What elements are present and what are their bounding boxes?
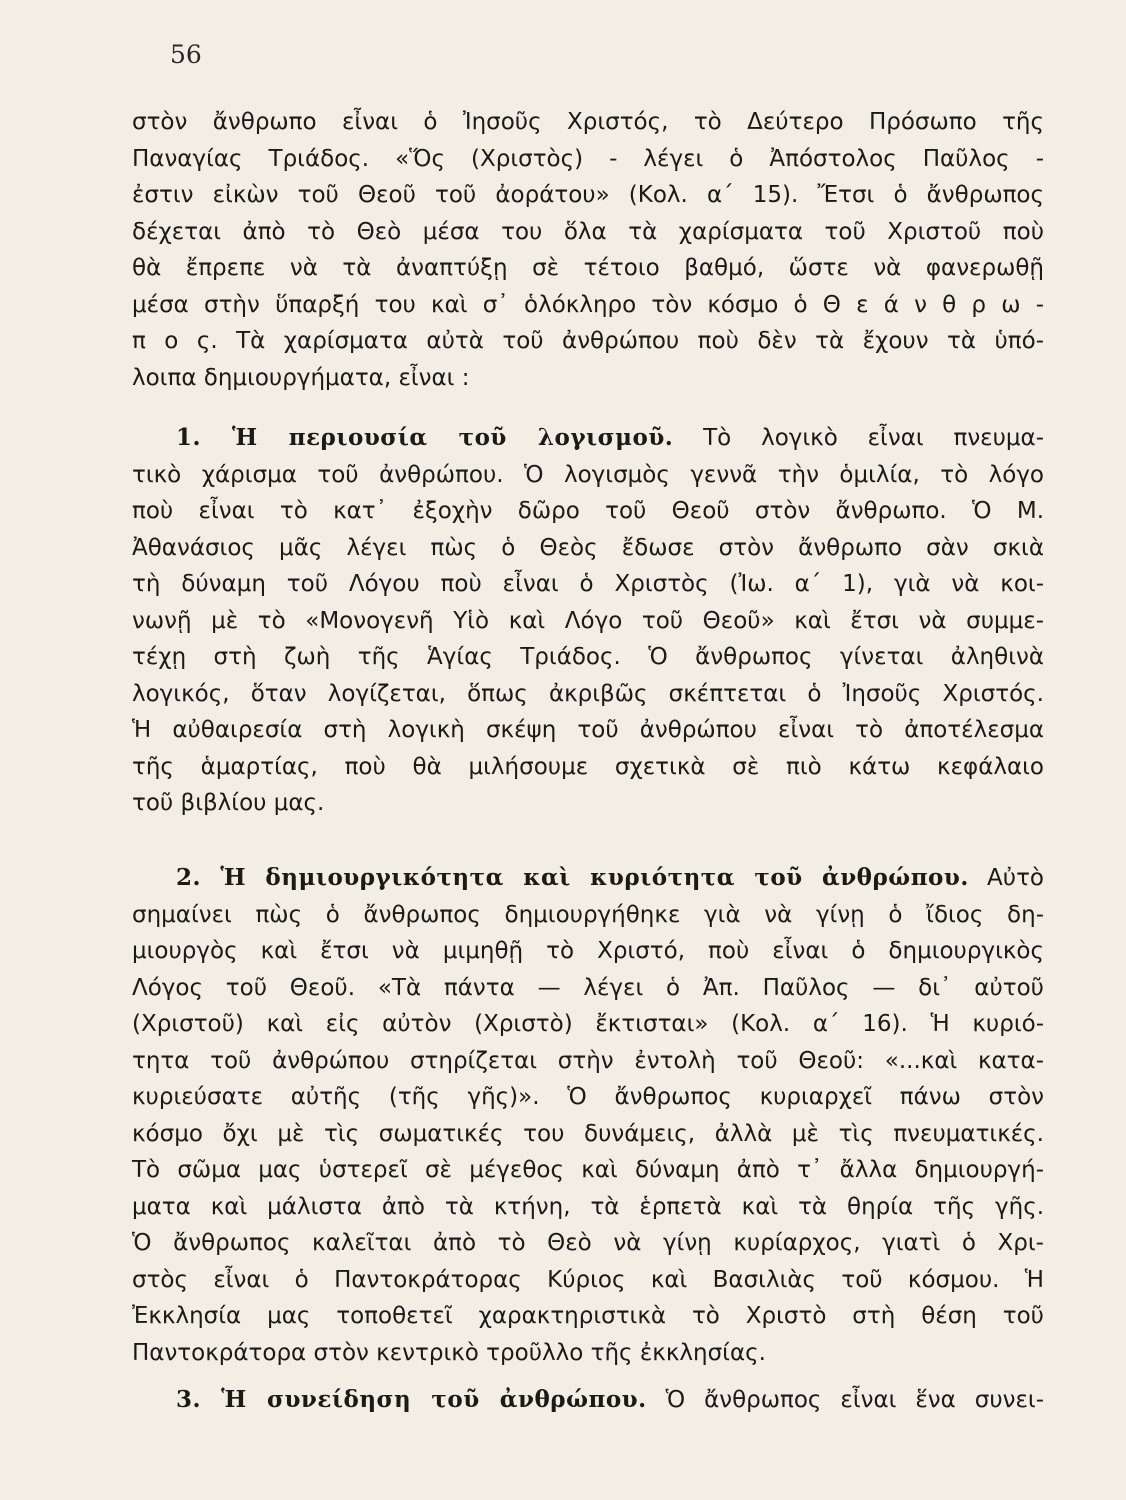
text-line: Ἡ αὐθαιρεσία στὴ λογικὴ σκέψη τοῦ ἀνθρώπου εἶναι τὸ ἀποτέλεσμα: [132, 717, 1044, 743]
text-line: Παναγίας Τριάδος. «Ὅς (Χριστὸς) - λέγει ὁ Ἀπόστολος Παῦλος -: [132, 145, 1044, 172]
text-line: ποὺ εἶναι τὸ κατ᾽ ἐξοχὴν δῶρο τοῦ Θεοῦ στὸν ἄνθρωπο. Ὁ Μ.: [132, 498, 1044, 524]
section-2: [132, 860, 1044, 1371]
text-line: θὰ ἔπρεπε νὰ τὰ ἀναπτύξῃ σὲ τέτοιο βαθμό, ὥστε νὰ φανερωθῇ: [132, 255, 1044, 281]
section-first-line: [132, 860, 1044, 897]
section-heading: 3. Ἡ συνείδηση τοῦ ἀνθρώπου.: [176, 1386, 647, 1413]
text-line: Ὁ ἄνθρωπος καλεῖται ἀπὸ τὸ Θεὸ νὰ γίνῃ κυρίαρχος, γιατὶ ὁ Χρι-: [132, 1230, 1044, 1256]
section-heading: 2. Ἡ δημιουργικότητα καὶ κυριότητα τοῦ ἀνθρώπου.: [176, 864, 969, 891]
text-line: τὴ δύναμη τοῦ Λόγου ποὺ εἶναι ὁ Χριστὸς (Ἰω. α΄ 1), γιὰ νὰ κοι-: [132, 571, 1044, 597]
section-first-line: [132, 1382, 1044, 1419]
text-line: σημαίνει πὼς ὁ ἄνθρωπος δημιουργήθηκε γιὰ νὰ γίνῃ ὁ ἴδιος δη-: [132, 901, 1044, 928]
text-line: στὸν ἄνθρωπο εἶναι ὁ Ἰησοῦς Χριστός, τὸ Δεύτερο Πρόσωπο τῆς: [132, 109, 1044, 135]
section-text: Αὐτὸ: [968, 865, 1045, 891]
text-line: λογικός, ὅταν λογίζεται, ὅπως ἀκριβῶς σκέπτεται ὁ Ἰησοῦς Χριστός.: [132, 680, 1044, 707]
section-first-line: [132, 420, 1044, 457]
paragraph-intro: [132, 104, 1044, 396]
text-line: λοιπα δημιουργήματα, εἶναι :: [132, 364, 470, 391]
section-3: [132, 1382, 1044, 1419]
section-1: [132, 420, 1044, 822]
text-line: ἐστιν εἰκὼν τοῦ Θεοῦ τοῦ ἀοράτου» (Κολ. α΄ 15). Ἔτσι ὁ ἄνθρωπος: [132, 182, 1044, 208]
text-line: τοῦ βιβλίου μας.: [132, 790, 325, 816]
section-heading: 1. Ἡ περιουσία τοῦ λογισμοῦ.: [176, 424, 674, 451]
text-line: τικὸ χάρισμα τοῦ ἀνθρώπου. Ὁ λογισμὸς γεννᾶ τὴν ὁμιλία, τὸ λόγο: [132, 461, 1044, 488]
text-line: τέχῃ στὴ ζωὴ τῆς Ἁγίας Τριάδος. Ὁ ἄνθρωπος γίνεται ἀληθινὰ: [132, 644, 1044, 670]
text-line: Λόγος τοῦ Θεοῦ. «Τὰ πάντα — λέγει ὁ Ἀπ. Παῦλος — δι᾽ αὐτοῦ: [132, 974, 1044, 1001]
text-line: (Χριστοῦ) καὶ εἰς αὐτὸν (Χριστὸ) ἔκτισται» (Κολ. α΄ 16). Ἡ κυριό-: [132, 1011, 1044, 1037]
text-line: μέσα στὴν ὕπαρξή του καὶ σ᾽ ὁλόκληρο τὸν κόσμο ὁ Θ ε ά ν θ ρ ω -: [132, 291, 1044, 318]
text-line: π ο ς. Τὰ χαρίσματα αὐτὰ τοῦ ἀνθρώπου ποὺ δὲν τὰ ἔχουν τὰ ὑπό-: [132, 328, 1044, 354]
text-line: τῆς ἁμαρτίας, ποὺ θὰ μιλήσουμε σχετικὰ σὲ πιὸ κάτω κεφάλαιο: [132, 753, 1044, 780]
text-line: Παντοκράτορα στὸν κεντρικὸ τροῦλλο τῆς ἐκκλησίας.: [132, 1339, 766, 1366]
section-text: Τὸ λογικὸ εἶναι πνευμα-: [673, 425, 1044, 451]
text-line: δέχεται ἀπὸ τὸ Θεὸ μέσα του ὅλα τὰ χαρίσματα τοῦ Χριστοῦ ποὺ: [132, 218, 1044, 245]
text-line: Ἀθανάσιος μᾶς λέγει πὼς ὁ Θεὸς ἔδωσε στὸν ἄνθρωπο σὰν σκιὰ: [132, 534, 1044, 561]
text-line: στὸς εἶναι ὁ Παντοκράτορας Κύριος καὶ Βασιλιὰς τοῦ κόσμου. Ἡ: [132, 1266, 1044, 1293]
text-line: κόσμο ὄχι μὲ τὶς σωματικές του δυνάμεις, ἀλλὰ μὲ τὶς πνευματικές.: [132, 1120, 1044, 1147]
text-line: μιουργὸς καὶ ἔτσι νὰ μιμηθῇ τὸ Χριστό, ποὺ εἶναι ὁ δημιουργικὸς: [132, 938, 1044, 964]
text-line: Ἐκκλησία μας τοποθετεῖ χαρακτηριστικὰ τὸ Χριστὸ στὴ θέση τοῦ: [132, 1303, 1044, 1329]
text-line: κυριεύσατε αὐτῆς (τῆς γῆς)». Ὁ ἄνθρωπος κυριαρχεῖ πάνω στὸν: [132, 1084, 1044, 1110]
text-line: νωνῇ μὲ τὸ «Μονογενῆ Υἱὸ καὶ Λόγο τοῦ Θεοῦ» καὶ ἔτσι νὰ συμμε-: [132, 607, 1044, 634]
text-line: Τὸ σῶμα μας ὑστερεῖ σὲ μέγεθος καὶ δύναμη ἀπὸ τ᾽ ἄλλα δημιουργή-: [132, 1157, 1044, 1183]
text-line: ματα καὶ μάλιστα ἀπὸ τὰ κτήνη, τὰ ἑρπετὰ καὶ τὰ θηρία τῆς γῆς.: [132, 1193, 1044, 1220]
text-line: τητα τοῦ ἀνθρώπου στηρίζεται στὴν ἐντολὴ τοῦ Θεοῦ: «...καὶ κατα-: [132, 1047, 1044, 1074]
page-number: 56: [170, 40, 202, 69]
section-text: Ὁ ἄνθρωπος εἶναι ἕνα συνει-: [646, 1387, 1044, 1413]
